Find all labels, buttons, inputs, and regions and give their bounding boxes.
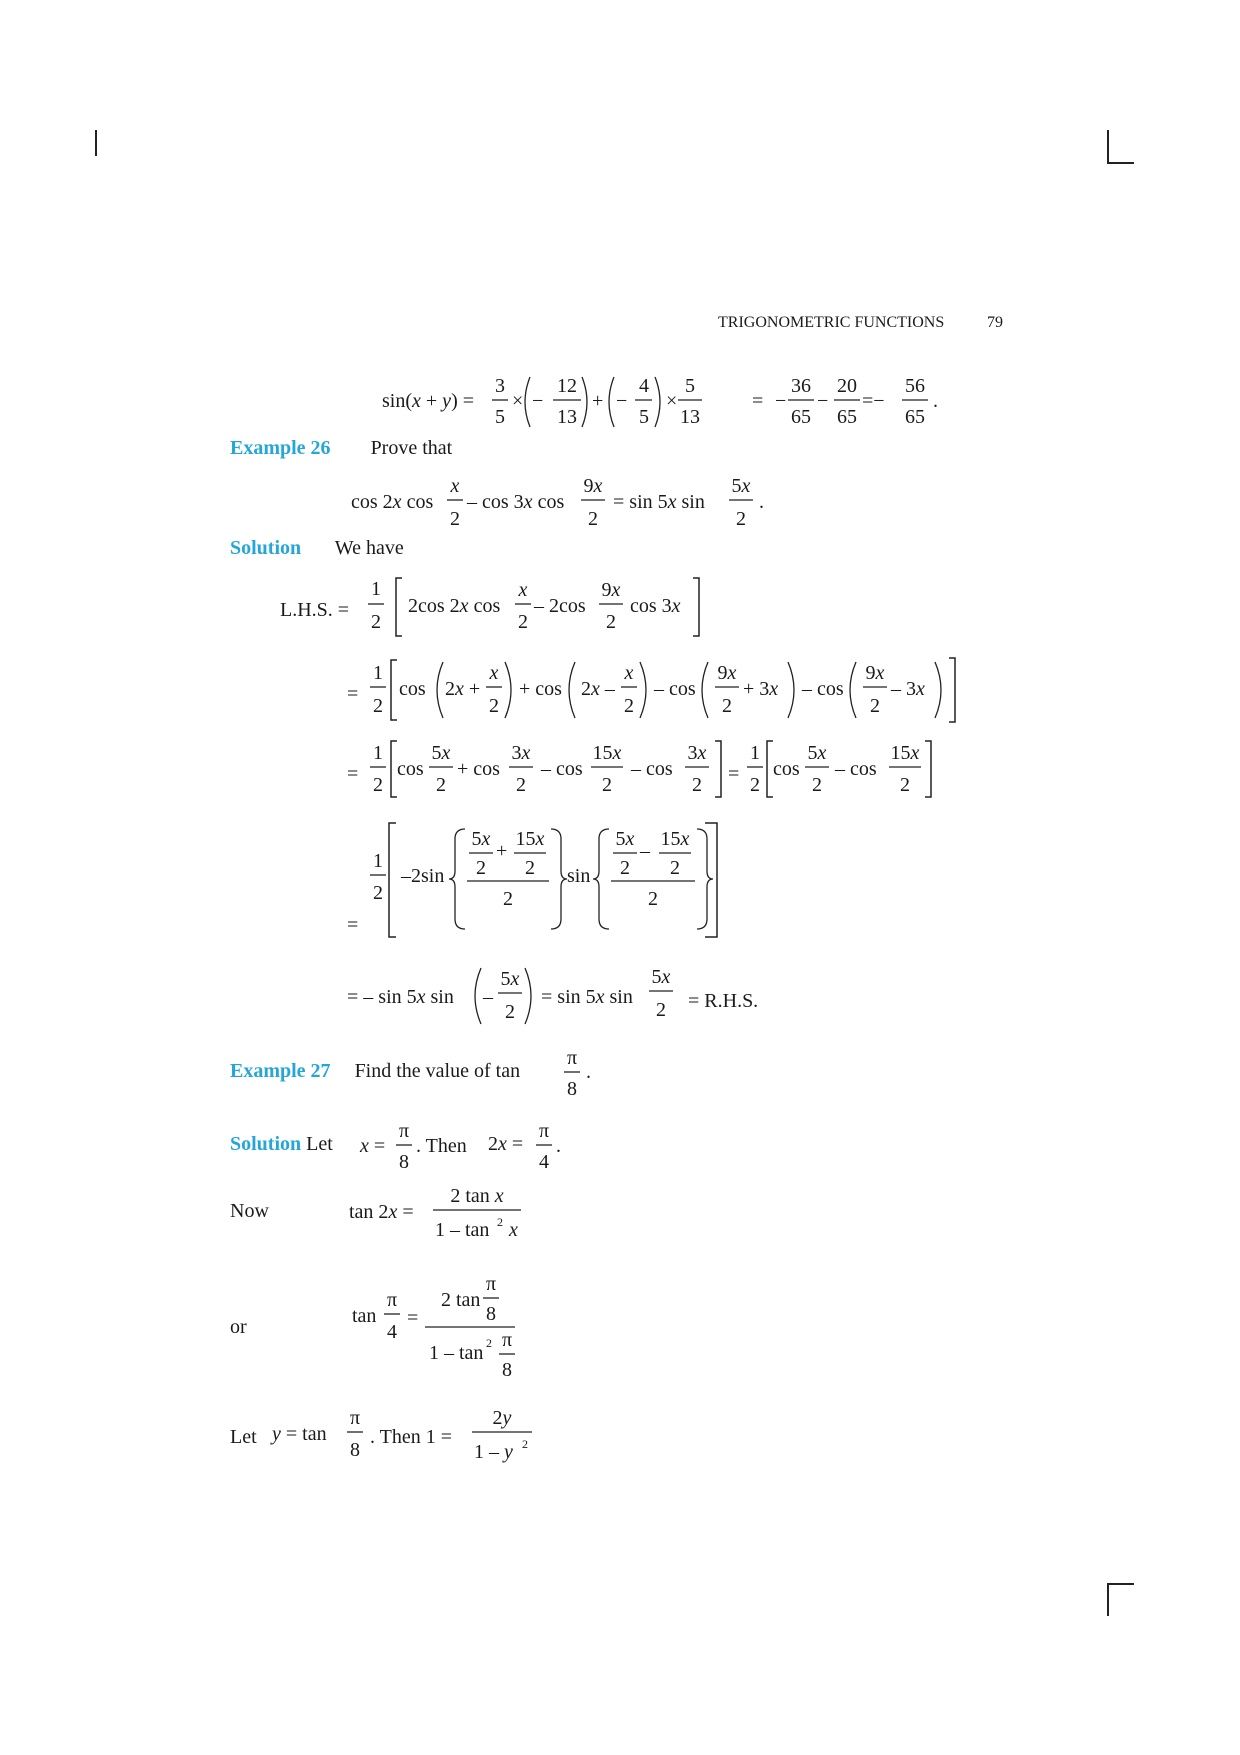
or-label: or <box>230 1316 247 1338</box>
svg-text:.: . <box>586 1061 591 1083</box>
then-one-text: . Then 1 = <box>370 1426 453 1448</box>
svg-text:15x: 15x <box>515 828 545 850</box>
crop-mark-bottom-right-horizontal <box>1107 1583 1134 1585</box>
equation-lhs-step-2 <box>345 652 965 724</box>
svg-text:2: 2 <box>522 1437 528 1451</box>
equation-prove-identity <box>345 470 785 540</box>
svg-text:3: 3 <box>495 375 505 397</box>
svg-text:36: 36 <box>791 375 811 397</box>
svg-text:65: 65 <box>837 406 857 428</box>
svg-text:2: 2 <box>656 999 666 1021</box>
svg-text:2: 2 <box>900 774 910 796</box>
solution-26-label: Solution <box>230 537 302 559</box>
svg-text:=: = <box>752 390 764 412</box>
svg-text:65: 65 <box>791 406 811 428</box>
svg-text:4: 4 <box>539 1151 549 1173</box>
svg-text:2: 2 <box>503 888 513 910</box>
svg-text:13: 13 <box>557 406 577 428</box>
svg-text:+ 3x: + 3x <box>743 678 779 700</box>
svg-text:– 2cos: – 2cos <box>534 595 586 617</box>
svg-text:sin: sin <box>567 865 591 887</box>
svg-text:– cos: – cos <box>631 758 673 780</box>
solution-27-label: Solution <box>230 1133 302 1155</box>
svg-text:x: x <box>450 475 460 497</box>
svg-text:2: 2 <box>489 695 499 717</box>
svg-text:9x: 9x <box>583 475 603 497</box>
example-27-text: Find the value of tan <box>354 1060 521 1082</box>
svg-text:2x –: 2x – <box>581 678 615 700</box>
svg-text:2: 2 <box>373 695 383 717</box>
equation-lhs-step-4 <box>345 815 725 950</box>
let-y-label: Let <box>230 1426 257 1448</box>
equation-tan-2x <box>345 1178 545 1248</box>
svg-text:2: 2 <box>371 611 381 633</box>
equation-sin-x-plus-y <box>370 365 970 435</box>
svg-text:5: 5 <box>685 375 695 397</box>
svg-text:2y: 2y <box>492 1407 512 1429</box>
crop-mark-top-left <box>95 130 97 156</box>
svg-text:9x: 9x <box>865 662 885 684</box>
fraction-pi-over-8 <box>562 1042 602 1102</box>
svg-text:tan 2x =: tan 2x = <box>349 1201 414 1223</box>
svg-text:2: 2 <box>812 774 822 796</box>
svg-text:15x: 15x <box>890 742 920 764</box>
svg-text:–: – <box>640 840 650 862</box>
svg-text:1: 1 <box>750 742 760 764</box>
solution-27-let: Let <box>306 1133 333 1155</box>
rhs-label: = R.H.S. <box>688 990 759 1012</box>
svg-text:π: π <box>538 1120 550 1142</box>
svg-text:8: 8 <box>486 1303 496 1325</box>
solution-26-heading <box>230 537 404 560</box>
fraction-2y-over-1-minus-y2 <box>468 1398 538 1464</box>
svg-text:2: 2 <box>722 695 732 717</box>
svg-text:2 tan: 2 tan <box>441 1289 481 1311</box>
svg-text:−: − <box>532 390 544 412</box>
example-26-label: Example 26 <box>230 437 331 459</box>
svg-text:– cos: – cos <box>835 758 877 780</box>
svg-text:5x: 5x <box>500 968 520 990</box>
svg-text:π: π <box>566 1047 578 1069</box>
svg-text:3x: 3x <box>511 742 531 764</box>
svg-text:2cos 2x cos: 2cos 2x cos <box>408 595 501 617</box>
svg-text:π: π <box>386 1289 398 1311</box>
page-number: 79 <box>987 314 1003 331</box>
svg-text:5x: 5x <box>471 828 491 850</box>
svg-text:x: x <box>509 1219 518 1241</box>
solution-26-text: We have <box>334 537 404 559</box>
equation-let-y <box>270 1400 380 1470</box>
svg-text:9x: 9x <box>601 579 621 601</box>
svg-text:3x: 3x <box>687 742 707 764</box>
svg-text:4: 4 <box>639 375 649 397</box>
svg-text:2: 2 <box>476 857 486 879</box>
crop-mark-top-right-vertical <box>1107 130 1109 163</box>
svg-text:.: . <box>759 491 764 513</box>
svg-text:8: 8 <box>350 1439 360 1461</box>
svg-text:8: 8 <box>567 1078 577 1100</box>
svg-text:cos: cos <box>773 758 800 780</box>
svg-text:cos 2x cos: cos 2x cos <box>351 491 434 513</box>
svg-text:5: 5 <box>495 406 505 428</box>
svg-text:cos 3x: cos 3x <box>630 595 681 617</box>
equation-tan-pi-4 <box>345 1262 535 1384</box>
svg-text:2: 2 <box>620 857 630 879</box>
example-27-heading <box>230 1060 520 1083</box>
svg-text:5x: 5x <box>615 828 635 850</box>
svg-text:2: 2 <box>518 611 528 633</box>
svg-text:2: 2 <box>516 774 526 796</box>
svg-text:=: = <box>728 763 740 785</box>
svg-text:2: 2 <box>373 774 383 796</box>
svg-text:cos: cos <box>397 758 424 780</box>
svg-text:15x: 15x <box>660 828 690 850</box>
header-title: TRIGONOMETRIC FUNCTIONS <box>718 314 945 331</box>
svg-text:2: 2 <box>505 1001 515 1023</box>
svg-text:+ cos: + cos <box>457 758 500 780</box>
svg-text:2: 2 <box>497 1215 503 1229</box>
svg-text:=: = <box>407 1307 419 1329</box>
svg-text:+: + <box>592 390 604 412</box>
svg-text:= sin 5x sin: = sin 5x sin <box>613 491 705 513</box>
svg-text:– cos: – cos <box>541 758 583 780</box>
svg-text:2: 2 <box>373 882 383 904</box>
crop-mark-bottom-right-vertical <box>1107 1583 1109 1616</box>
svg-text:5x: 5x <box>431 742 451 764</box>
svg-text:2: 2 <box>624 695 634 717</box>
svg-text:x: x <box>624 662 634 684</box>
svg-text:1 – tan: 1 – tan <box>429 1342 484 1364</box>
svg-text:tan: tan <box>352 1305 377 1327</box>
svg-text:=−: =− <box>862 390 885 412</box>
svg-text:−: − <box>775 390 787 412</box>
svg-text:8: 8 <box>399 1151 409 1173</box>
now-label: Now <box>230 1200 269 1222</box>
svg-text:1 – y: 1 – y <box>474 1441 513 1463</box>
svg-text:×: × <box>666 390 678 412</box>
svg-text:= – sin 5x sin: = – sin 5x sin <box>347 986 454 1008</box>
equation-lhs-step-3 <box>345 733 945 803</box>
svg-text:1: 1 <box>373 662 383 684</box>
svg-text:– 3x: – 3x <box>891 678 925 700</box>
svg-text:9x: 9x <box>717 662 737 684</box>
svg-text:56: 56 <box>905 375 925 397</box>
example-26-heading <box>230 437 452 460</box>
svg-text:=: = <box>347 914 359 936</box>
svg-text:–2sin: –2sin <box>401 865 445 887</box>
svg-text:–: – <box>483 986 493 1008</box>
svg-text:+: + <box>496 840 508 862</box>
svg-text:5x: 5x <box>651 966 671 988</box>
equation-lhs-step-5 <box>345 958 685 1030</box>
running-header <box>718 314 944 332</box>
svg-text:20: 20 <box>837 375 857 397</box>
svg-text:−: − <box>817 390 829 412</box>
svg-text:– cos: – cos <box>654 678 696 700</box>
svg-text:=: = <box>347 683 359 705</box>
svg-text:2: 2 <box>525 857 535 879</box>
svg-text:x: x <box>489 662 499 684</box>
svg-text:π: π <box>349 1407 361 1429</box>
crop-mark-top-right-horizontal <box>1107 162 1134 164</box>
svg-text:12: 12 <box>557 375 577 397</box>
svg-text:.: . <box>933 390 938 412</box>
svg-text:2: 2 <box>870 695 880 717</box>
svg-text:×: × <box>512 390 524 412</box>
example-26-text: Prove that <box>370 437 453 459</box>
svg-text:2: 2 <box>692 774 702 796</box>
svg-text:2 tan x: 2 tan x <box>450 1185 504 1207</box>
svg-text:+ cos: + cos <box>519 678 562 700</box>
svg-text:π: π <box>501 1329 513 1351</box>
svg-text:– cos: – cos <box>802 678 844 700</box>
svg-text:sin(x + y) =: sin(x + y) = <box>382 390 475 412</box>
equation-let-x <box>354 1115 584 1177</box>
svg-text:1: 1 <box>373 742 383 764</box>
svg-text:1: 1 <box>371 578 381 600</box>
example-27-label: Example 27 <box>230 1060 331 1082</box>
svg-text:4: 4 <box>387 1321 397 1343</box>
svg-text:=: = <box>347 763 359 785</box>
svg-text:2x +: 2x + <box>445 678 481 700</box>
solution-27-heading <box>230 1133 333 1156</box>
svg-text:2x =: 2x = <box>488 1133 524 1155</box>
svg-text:1: 1 <box>373 850 383 872</box>
svg-text:65: 65 <box>905 406 925 428</box>
svg-text:π: π <box>485 1273 497 1295</box>
svg-text:13: 13 <box>680 406 700 428</box>
equation-lhs-step-1 <box>360 570 720 642</box>
svg-text:2: 2 <box>486 1336 492 1350</box>
svg-text:= sin 5x sin: = sin 5x sin <box>541 986 633 1008</box>
svg-text:2: 2 <box>648 888 658 910</box>
svg-text:2: 2 <box>736 508 746 530</box>
lhs-label: L.H.S. = <box>280 599 350 621</box>
svg-text:y = tan: y = tan <box>272 1423 327 1445</box>
svg-text:5x: 5x <box>807 742 827 764</box>
svg-text:5: 5 <box>639 406 649 428</box>
svg-text:8: 8 <box>502 1359 512 1381</box>
svg-text:2: 2 <box>588 508 598 530</box>
svg-text:15x: 15x <box>592 742 622 764</box>
svg-text:. Then: . Then <box>416 1135 467 1157</box>
svg-text:2: 2 <box>750 774 760 796</box>
svg-text:π: π <box>398 1120 410 1142</box>
svg-text:x =: x = <box>360 1135 386 1157</box>
svg-text:2: 2 <box>606 611 616 633</box>
svg-text:2: 2 <box>670 857 680 879</box>
svg-text:– cos 3x cos: – cos 3x cos <box>467 491 565 513</box>
svg-text:2: 2 <box>602 774 612 796</box>
svg-text:5x: 5x <box>731 475 751 497</box>
svg-text:x: x <box>518 579 528 601</box>
svg-text:.: . <box>556 1135 561 1157</box>
svg-text:−: − <box>616 390 628 412</box>
svg-text:cos: cos <box>399 678 426 700</box>
svg-text:1 – tan: 1 – tan <box>435 1219 490 1241</box>
svg-text:2: 2 <box>436 774 446 796</box>
svg-text:2: 2 <box>450 508 460 530</box>
